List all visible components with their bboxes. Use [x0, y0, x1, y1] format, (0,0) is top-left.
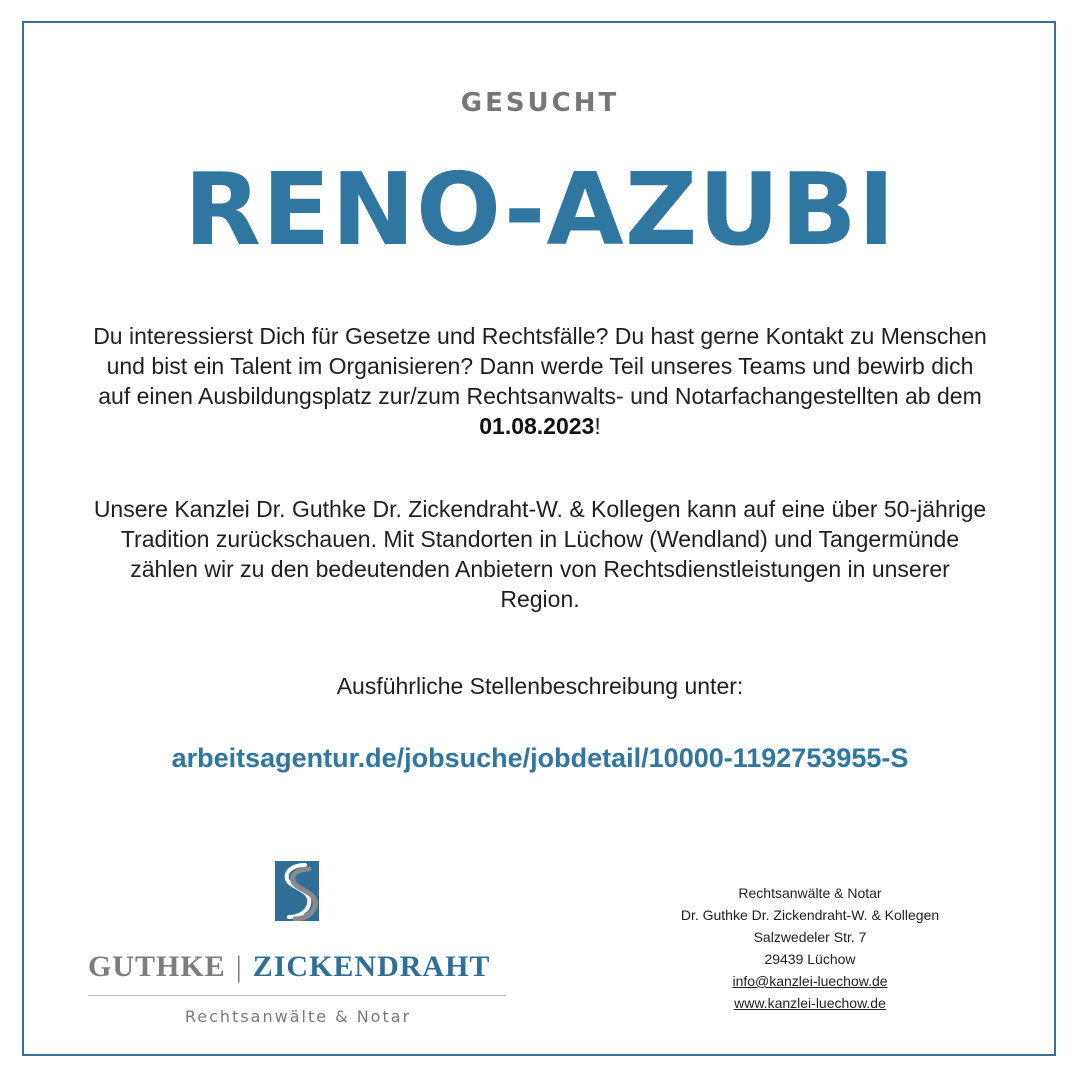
contact-city: 29439 Lüchow: [764, 951, 856, 967]
intro-text: Du interessierst Dich für Gesetze und Rechtsfälle? Du hast gerne Kontakt zu Menschen und bist ein Talent im Organisieren? Dann werde Teil unseres Teams und bewirb dich auf einen Ausbildungsplatz zur/zum Rechtsanwalts- und Notarfachangestellten ab dem: [93, 323, 987, 409]
logo-name-zickendraht: ZICKENDRAHT: [252, 950, 491, 983]
headline: RENO-AZUBI: [184, 151, 896, 268]
eyebrow-text: GESUCHT: [460, 88, 620, 118]
start-date: 01.08.2023: [479, 413, 595, 439]
contact-line1: Rechtsanwälte & Notar: [738, 885, 882, 901]
intro-paragraph: [90, 321, 990, 441]
contact-line2: Dr. Guthke Dr. Zickendraht-W. & Kollegen: [680, 907, 940, 923]
logo-separator: |: [235, 950, 243, 983]
job-link[interactable]: arbeitsagentur.de/jobsuche/jobdetail/10000-1192753955-S: [171, 743, 909, 773]
intro-end: !: [594, 413, 601, 439]
logo-name-guthke: GUTHKE: [88, 950, 226, 983]
contact-street: Salzwedeler Str. 7: [753, 929, 867, 945]
logo-divider: [88, 995, 506, 996]
contact-block: [640, 882, 980, 1014]
about-paragraph: Unsere Kanzlei Dr. Guthke Dr. Zickendraht-W. & Kollegen kann auf eine über 50-jährige Tradition zurückschauen. Mit Standorten in Lüchow (Wendland) und Tangermünde zählen wir zu den bedeutenden Anbietern von Rechtsdienstleistungen in unserer Region.: [93, 496, 987, 612]
paragraph-logo-icon: [275, 861, 319, 921]
details-label: Ausführliche Stellenbeschreibung unter:: [336, 673, 744, 699]
contact-website-link[interactable]: www.kanzlei-luechow.de: [734, 995, 886, 1011]
firm-logo-wordmark: [88, 950, 508, 990]
logo-tagline: Rechtsanwälte & Notar: [184, 1007, 412, 1026]
contact-email-link[interactable]: info@kanzlei-luechow.de: [732, 973, 888, 989]
